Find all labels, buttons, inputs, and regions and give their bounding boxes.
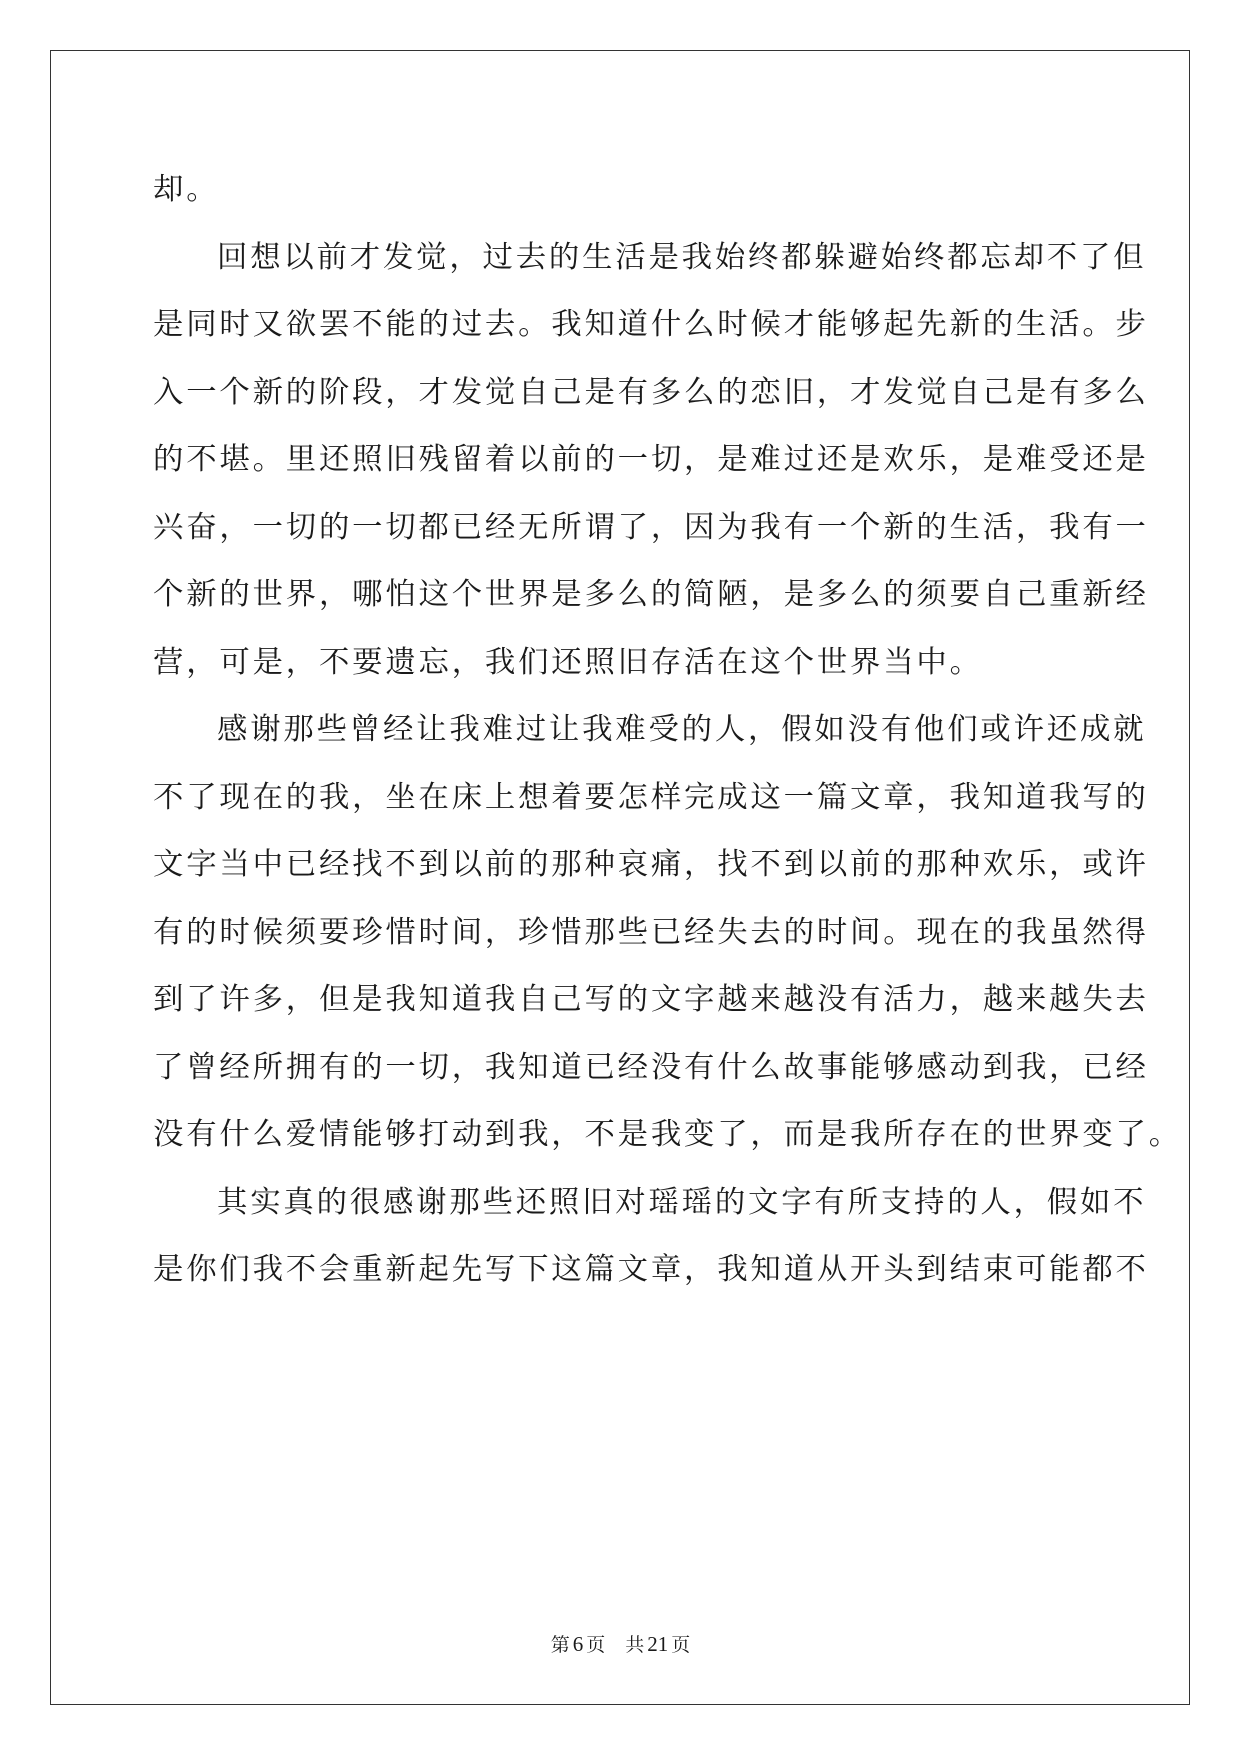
page-footer [0, 1630, 1241, 1657]
text-line: 有的时候须要珍惜时间，珍惜那些已经失去的时间。现在的我虽然得 [153, 914, 1149, 950]
text-line: 个新的世界，哪怕这个世界是多么的简陋，是多么的须要自己重新经 [153, 577, 1149, 612]
text-line: 感谢那些曾经让我难过让我难受的人，假如没有他们或许还成就 [217, 712, 1147, 747]
total-pages: 21 [647, 1632, 669, 1656]
text-line: 是同时又欲罢不能的过去。我知道什么时候才能够起先新的生活。步 [153, 307, 1149, 342]
body-text [153, 156, 1182, 1304]
text-line: 了曾经所拥有的一切，我知道已经没有什么故事能够感动到我，已经 [153, 1049, 1149, 1085]
page-prefix: 第 [550, 1634, 570, 1656]
text-line: 入一个新的阶段，才发觉自己是有多么的恋旧，才发觉自己是有多么 [153, 374, 1149, 410]
text-line: 没有什么爱情能够打动到我，不是我变了，而是我所存在的世界变了。 [153, 1117, 1182, 1152]
total-suffix: 页 [671, 1634, 691, 1656]
text-line: 的不堪。里还照旧残留着以前的一切，是难过还是欢乐，是难受还是 [153, 442, 1149, 477]
text-line: 回想以前才发觉，过去的生活是我始终都躲避始终都忘却不了但 [217, 239, 1147, 275]
text-line: 到了许多，但是我知道我自己写的文字越来越没有活力，越来越失去 [153, 982, 1149, 1017]
text-line: 其实真的很感谢那些还照旧对瑶瑶的文字有所支持的人，假如不 [217, 1184, 1147, 1220]
text-line: 是你们我不会重新起先写下这篇文章，我知道从开头到结束可能都不 [153, 1252, 1149, 1287]
page-suffix: 页 [586, 1634, 606, 1656]
page-number: 6 [572, 1632, 584, 1656]
text-line: 兴奋，一切的一切都已经无所谓了，因为我有一个新的生活，我有一 [153, 509, 1149, 545]
text-line: 营，可是，不要遗忘，我们还照旧存活在这个世界当中。 [153, 644, 983, 680]
total-prefix: 共 [625, 1634, 645, 1656]
text-line: 文字当中已经找不到以前的那种哀痛，找不到以前的那种欢乐，或许 [153, 847, 1149, 882]
text-line: 不了现在的我，坐在床上想着要怎样完成这一篇文章，我知道我写的 [153, 779, 1149, 815]
text-line: 却。 [153, 172, 220, 207]
